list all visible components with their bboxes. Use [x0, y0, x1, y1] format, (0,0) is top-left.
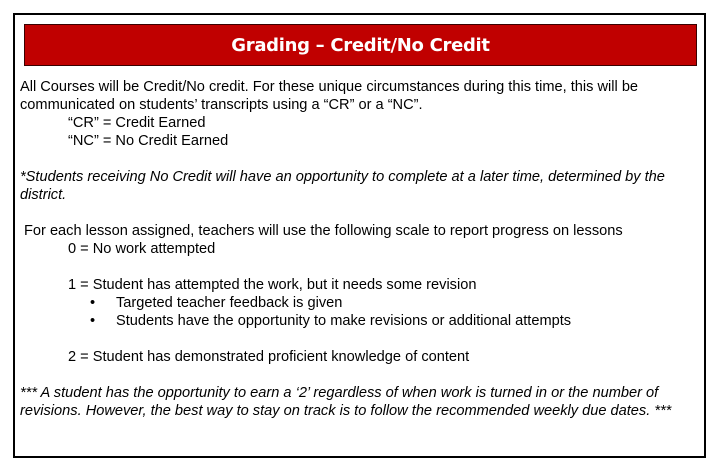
- intro-paragraph: All Courses will be Credit/No credit. For these unique circumstances during this time, this will be communicated on students’ transcripts using a “CR” or a “NC”.: [20, 79, 639, 113]
- no-credit-note: *Students receiving No Credit will have an opportunity to complete at a later time, determined by the district.: [20, 169, 665, 203]
- spacer: [20, 204, 700, 222]
- spacer: [20, 366, 700, 384]
- scale-level-1: 1 = Student has attempted the work, but it needs some revision: [68, 277, 477, 293]
- scale-level-2: 2 = Student has demonstrated proficient knowledge of content: [68, 349, 470, 365]
- code-no-credit-earned: “NC” = No Credit Earned: [68, 133, 229, 149]
- page-title: Grading – Credit/No Credit: [231, 34, 490, 56]
- spacer: [20, 258, 700, 276]
- grading-content: [20, 78, 700, 420]
- scale-level-0: 0 = No work attempted: [68, 241, 216, 257]
- footer-note: *** A student has the opportunity to earn a ‘2’ regardless of when work is turned in or the number of revisions. However, the best way to stay on track is to follow the recommended weekly due dates. ***: [20, 385, 672, 419]
- code-credit-earned: “CR” = Credit Earned: [68, 115, 206, 131]
- scale-level-1-details: [20, 294, 700, 330]
- title-banner: [24, 24, 697, 66]
- spacer: [20, 330, 700, 348]
- scale-intro: For each lesson assigned, teachers will use the following scale to report progress on lessons: [24, 223, 623, 239]
- list-item: • Targeted teacher feedback is given: [90, 294, 700, 312]
- list-item: • Students have the opportunity to make revisions or additional attempts: [90, 312, 700, 330]
- spacer: [20, 150, 700, 168]
